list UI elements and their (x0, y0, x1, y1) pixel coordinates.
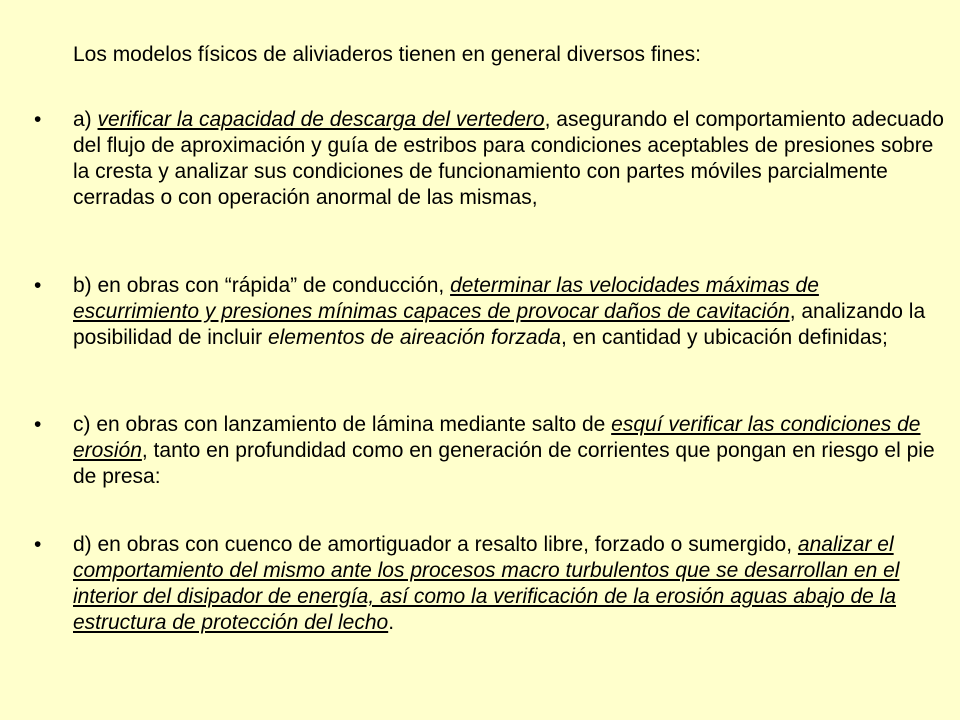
bullet-dot-icon: • (34, 413, 42, 436)
text-run: , tanto en profundidad como en generación de corrientes que pongan en riesgo el pie de presa: (73, 439, 935, 488)
text-run: a) (73, 108, 98, 131)
text-run: , en cantidad y ubicación definidas; (560, 326, 888, 349)
bullet-text (73, 273, 944, 351)
bullet-dot-icon: • (34, 274, 42, 297)
italic-phrase: elementos de aireación forzada (267, 326, 561, 349)
text-run: b) en obras con “rápida” de conducción, (73, 274, 451, 297)
bullet-item-d (34, 532, 944, 636)
bullet-dot-icon: • (34, 533, 42, 556)
bullet-text (73, 532, 944, 636)
bullet-dot-icon: • (34, 108, 42, 131)
text-run: d) en obras con cuenco de amortiguador a resalto libre, forzado o sumergido, (73, 533, 798, 556)
bullet-text (73, 412, 944, 490)
underlined-phrase: determinar las velocidades máximas de escurrimiento y presiones mínimas capaces de provocar daños de cavitación (73, 274, 819, 323)
bullet-item-c (34, 412, 944, 490)
text-run: , analizando la posibilidad de incluir (73, 300, 926, 349)
text-run: c) en obras con lanzamiento de lámina mediante salto de (73, 413, 612, 436)
underlined-phrase: verificar la capacidad de descarga del vertedero (97, 108, 545, 131)
underlined-phrase: esquí verificar las condiciones de erosión (73, 413, 921, 462)
bullet-item-b (34, 273, 944, 351)
bullet-text (73, 107, 944, 211)
text-run: , asegurando el comportamiento adecuado del flujo de aproximación y guía de estribos para condiciones aceptables de presiones sobre la cresta y analizar sus condiciones de funcionamiento con partes móviles parcialmente cerradas o con operación anormal de las mismas, (73, 108, 944, 209)
underlined-phrase: analizar el comportamiento del mismo ante los procesos macro turbulentos que se desarrollan en el interior del disipador de energía, así como la verificación de la erosión aguas abajo de la estructura de protección del lecho (73, 533, 900, 634)
bullet-item-a (34, 107, 944, 211)
text-run: . (388, 611, 395, 634)
intro-text: Los modelos físicos de aliviaderos tienen en general diversos fines: (73, 43, 702, 66)
